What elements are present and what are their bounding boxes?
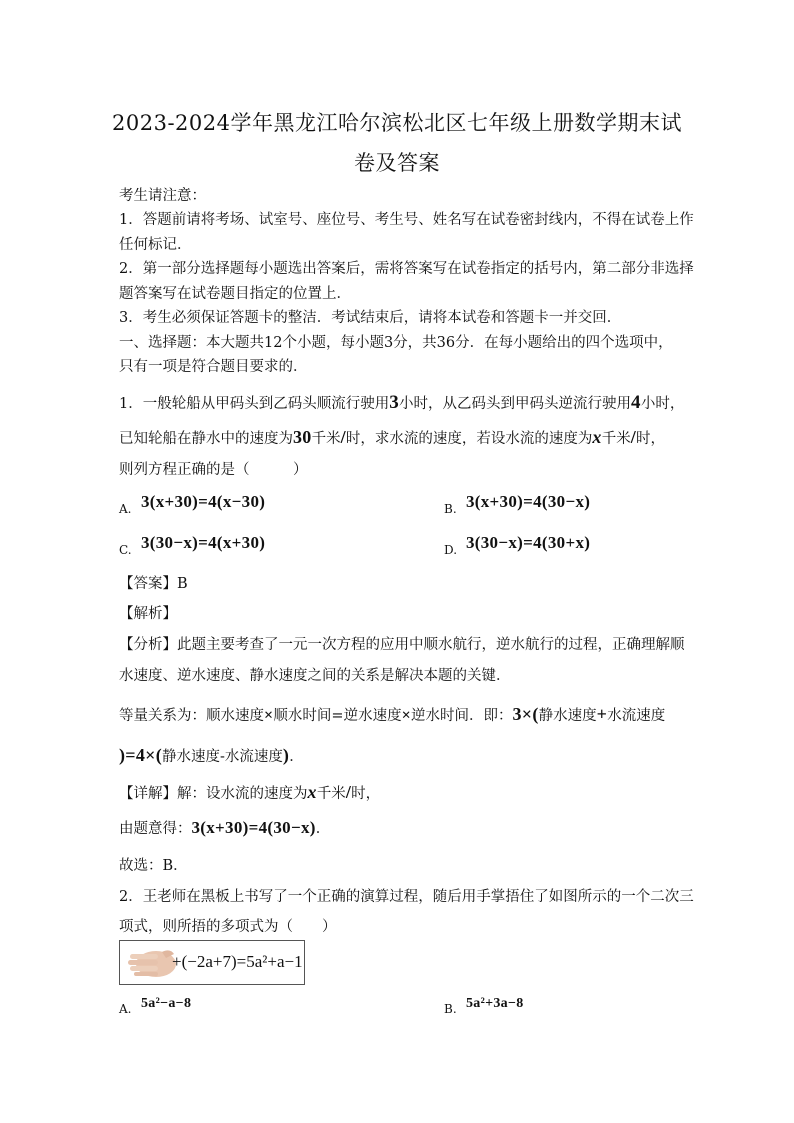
q2-option-a: A. 5a²−a−8 xyxy=(119,996,192,1016)
q1-detail-line: 【详解】解：设水流的速度为x千米/时， xyxy=(119,782,381,802)
q2-line1: 2．王老师在黑板上书写了一个正确的演算过程，随后用手掌捂住了如图所示的一个二次三 xyxy=(119,889,694,905)
q1-option-c: C. 3(30−x)=4(x+30) xyxy=(119,533,266,557)
hand-icon xyxy=(126,946,178,980)
q2-figure xyxy=(119,940,305,985)
q1-option-a: A. 3(x+30)=4(x−30) xyxy=(119,492,266,516)
notice-item: 3．考生必须保证答题卡的整洁．考试结束后，请将本试卷和答题卡一并交回． xyxy=(119,310,622,326)
q1-answer: 【答案】B xyxy=(119,576,188,592)
notice-item: 1．答题前请将考场、试室号、座位号、考生号、姓名写在试卷密封线内，不得在试卷上作 xyxy=(119,212,694,228)
q2-option-b: B. 5a²+3a−8 xyxy=(444,996,524,1016)
notice-heading: 考生请注意： xyxy=(119,188,206,204)
q1-analysis-line1: 【分析】此题主要考查了一元一次方程的应用中顺水航行，逆水航行的过程，正确理解顺 xyxy=(119,637,685,653)
notice-item: 任何标记． xyxy=(119,237,192,253)
document-title-line1: 2023-2024学年黑龙江哈尔滨松北区七年级上册数学期末试 xyxy=(112,111,682,135)
q1-analysis-heading: 【解析】 xyxy=(119,606,177,622)
q1-equation-line: 由题意得：3(x+30)=4(30−x)． xyxy=(119,818,331,837)
q1-relation-line: 等量关系为：顺水速度×顺水时间=逆水速度×逆水时间．即：3×(静水速度+水流速度 xyxy=(119,704,666,724)
q1-choose: 故选：B． xyxy=(119,858,188,874)
q2-figure-equation: +(−2a+7)=5a²+a−1 xyxy=(172,952,303,971)
q1-line3: 则列方程正确的是（ ） xyxy=(119,462,308,478)
q2-line2: 项式，则所捂的多项式为（ ） xyxy=(119,919,337,935)
q1-relation-line2: )=4×(静水速度-水流速度)． xyxy=(119,745,304,765)
section-heading-cont: 只有一项是符合题目要求的． xyxy=(119,359,308,375)
notice-item: 2．第一部分选择题每小题选出答案后，需将答案写在试卷指定的括号内，第二部分非选择 xyxy=(119,261,694,277)
section-heading: 一、选择题：本大题共12个小题，每小题3分，共36分．在每小题给出的四个选项中， xyxy=(119,335,673,351)
q1-option-b: B. 3(x+30)=4(30−x) xyxy=(444,492,591,516)
q1-option-d: D. 3(30−x)=4(30+x) xyxy=(444,533,591,557)
notice-item: 题答案写在试卷题目指定的位置上． xyxy=(119,286,351,302)
q1-analysis-line2: 水速度、逆水速度、静水速度之间的关系是解决本题的关键． xyxy=(119,668,511,684)
q1-line2: 已知轮船在静水中的速度为30千米/时，求水流的速度，若设水流的速度为x千米/时， xyxy=(119,427,666,447)
document-title-line2: 卷及答案 xyxy=(354,151,440,175)
q1-line1: 1．一般轮船从甲码头到乙码头顺流行驶用3小时，从乙码头到甲码头逆流行驶用4小时， xyxy=(119,392,685,413)
